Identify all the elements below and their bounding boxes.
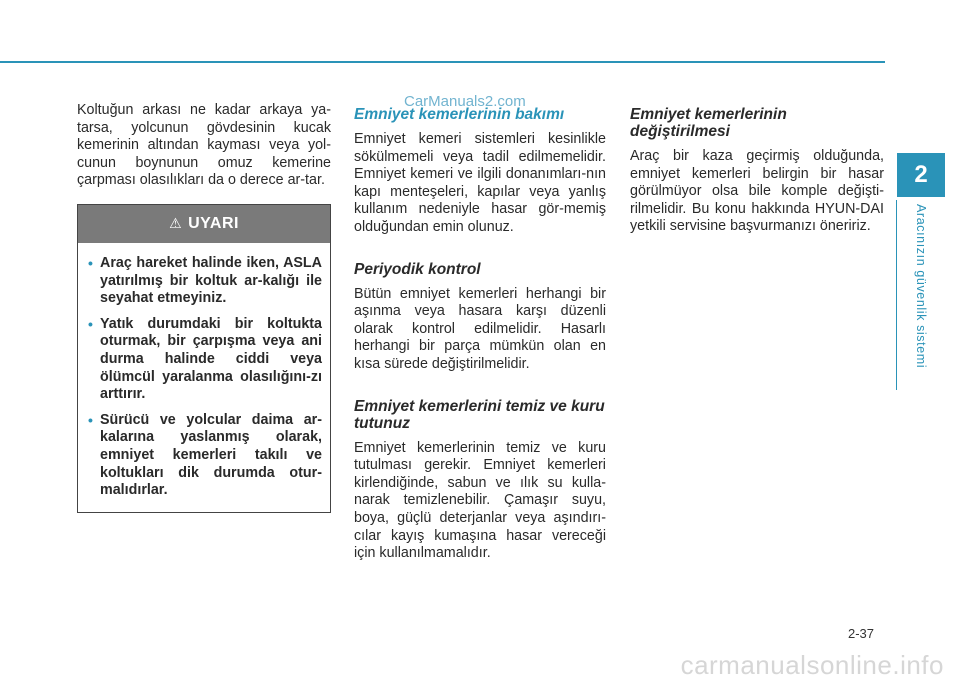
side-rule	[896, 200, 897, 390]
chapter-label-text: Aracınızın güvenlik sistemi	[914, 204, 928, 369]
section-heading-replacement: Emniyet kemerlerinin değiştirilmesi	[630, 106, 787, 140]
column-1	[77, 102, 331, 513]
warning-body	[78, 243, 330, 512]
column-3	[630, 106, 884, 236]
warning-title: UYARI	[188, 215, 239, 233]
column-2	[354, 106, 606, 563]
chapter-tab: 2	[897, 153, 945, 197]
section-heading-maintenance: Emniyet kemerlerinin bakımı	[354, 106, 565, 123]
warning-item: • Yatık durumdaki bir koltukta oturmak, bir çarpışma veya ani durma halinde ciddi veya ölümcül yaralanma olasılığını-zı arttırır.	[88, 315, 322, 403]
page-number: 2-37	[848, 626, 875, 641]
intro-paragraph: Koltuğun arkası ne kadar arkaya ya-tarsa, yolcunun gövdesinin kucak kemerinin altından kayması veya yol-cunun boynunun omuz kemerine çarpması olasılıkları da o derece ar-tar.	[77, 102, 331, 189]
section-heading-clean: Emniyet kemerlerini temiz ve kuru tutunuz	[354, 397, 605, 432]
warning-item: • Araç hareket halinde iken, ASLA yatırılmış bir koltuk ar-kalığı ile seyahat etmeyiniz.	[88, 254, 322, 307]
section-heading-periodic: Periyodik kontrol	[354, 260, 481, 278]
maintenance-paragraph: Emniyet kemeri sistemleri kesinlikle sökülmemeli veya tadil edilmemelidir. Emniyet kemeri ve ilgili donanımları-nın kapı menteşeleri, kapılar veya yanlış kullanım nedeniyle hasar gör-memiş olduğundan emin olunuz.	[354, 131, 606, 235]
chapter-label	[900, 200, 940, 378]
bullet-icon: •	[88, 411, 93, 428]
warning-box	[77, 204, 331, 513]
warning-triangle-icon: ⚠	[169, 215, 183, 232]
bullet-icon: •	[88, 254, 93, 271]
warning-item: • Sürücü ve yolcular daima ar-kalarına yaslanmış olarak, emniyet kemerleri takılı ve koltukları dik durumda otur-malıdırlar.	[88, 411, 322, 499]
clean-paragraph: Emniyet kemerlerinin temiz ve kuru tutulması gerekir. Emniyet kemerleri kirlendiğinde, sabun ve ılık su kulla-narak temizlenebilir. Çamaşır suyu, boya, güçlü deterjanlar veya aşındırı-cılar kayış kumaşına hasar vereceği için kullanılmamalıdır.	[354, 439, 606, 562]
replacement-paragraph: Araç bir kaza geçirmiş olduğunda, emniyet kemerleri belirgin bir hasar görülmüyor olsa bile komple değişti-rilmelidir. Bu konu hakkında HYUN-DAI yetkili servisine başvurmanızı öneririz.	[630, 148, 884, 235]
footer-watermark: carmanualsonline.info	[680, 650, 944, 680]
bullet-icon: •	[88, 315, 93, 332]
periodic-paragraph: Bütün emniyet kemerleri herhangi bir aşınma veya hasara karşı düzenli olarak kontrol edilmelidir. Hasarlı herhangi bir parça mümkün olan en kısa sürede değiştirilmelidir.	[354, 285, 606, 372]
top-watermark: CarManuals2.com	[404, 93, 526, 110]
warning-list	[88, 255, 322, 500]
top-rule	[0, 61, 885, 63]
warning-header	[78, 205, 330, 243]
